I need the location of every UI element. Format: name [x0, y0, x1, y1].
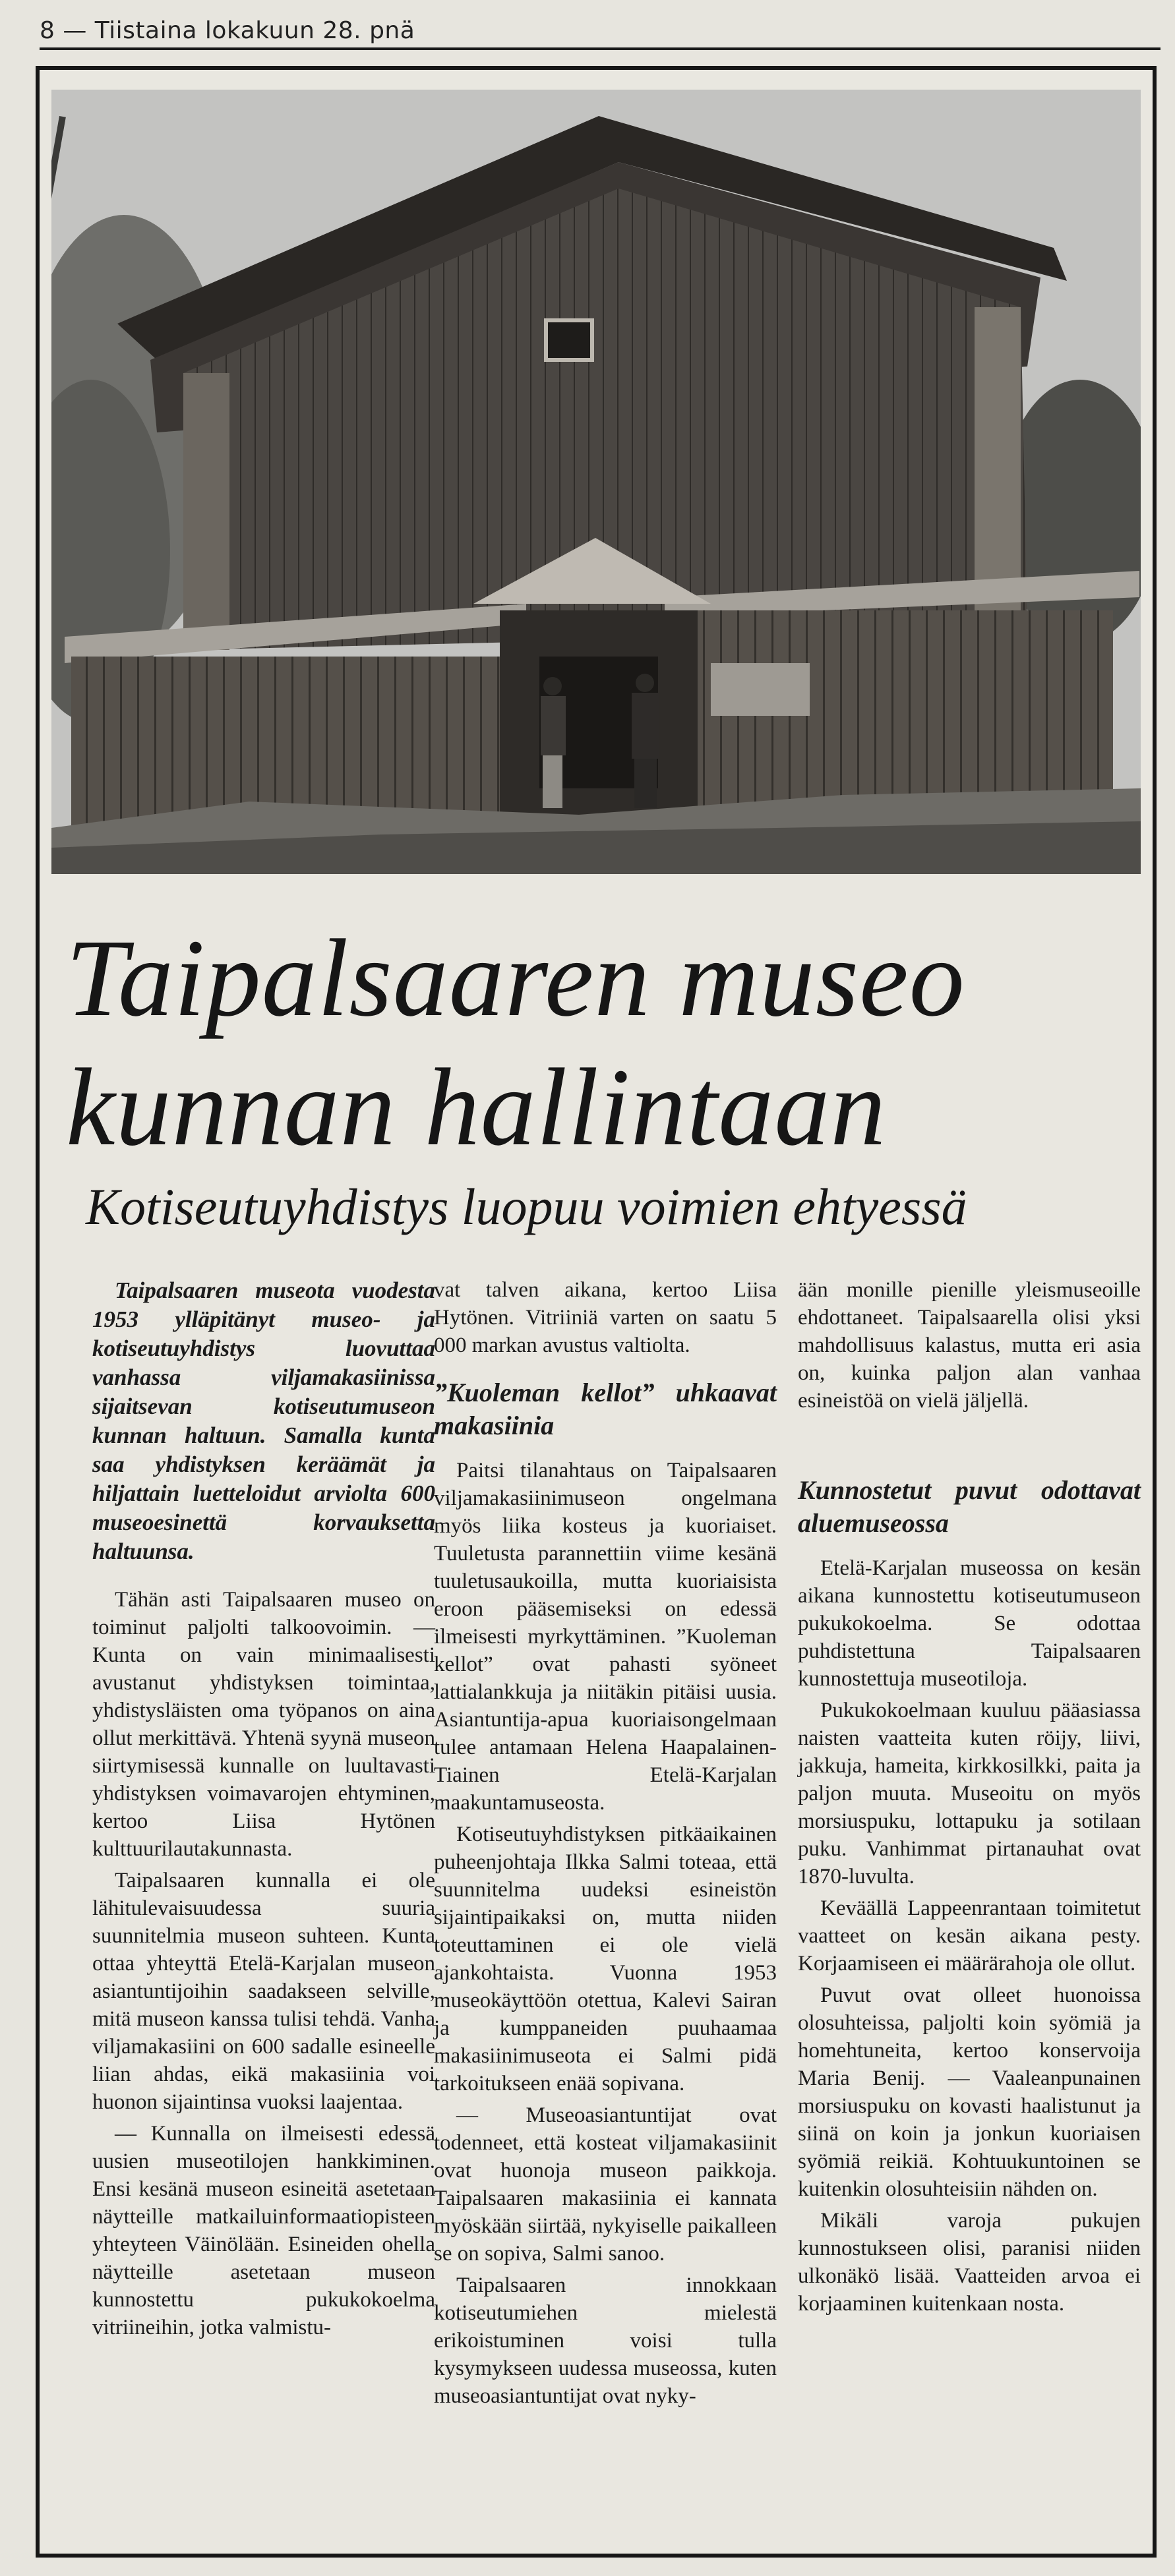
body-paragraph: Taipalsaaren kunnalla ei ole lähitulevaisuudessa suuria suunnitelmia museon suhteen. Kunta ottaa yhteyttä Etelä-Karjalan museon asiantuntijoihin saadakseen selville, mitä museon kanssa tulisi tehdä. Vanha viljamakasiini on 600 sadalle esineelle liian ahdas, eikä makasiinia voi huonon sijaintinsa vuoksi laajentaa.	[92, 1869, 435, 2114]
body-paragraph: Puvut ovat olleet huonoissa olosuhteissa, paljolti koin syömiä ja homehtuneita, kertoo konservoija Maria Benij. — Vaaleanpunainen morsiuspuku on kovasti haalistunut ja siinä on koin ja jonkun kuoriaisen syömiä reikiä. Kohtuukuntoinen se kuitenkin olosuhteisiin nähden on.	[798, 1983, 1141, 2201]
headline: Taipalsaaren museo kunnan hallintaan	[66, 917, 965, 1169]
article-column-3	[798, 1276, 1141, 2322]
article-column-2	[434, 1276, 777, 2414]
section-subheading: ”Kuoleman kellot” uhkaavat makasiinia	[434, 1378, 777, 1440]
museum-building-illustration	[51, 90, 1141, 874]
article-column-1	[92, 1276, 435, 2345]
article-frame	[36, 66, 1157, 2558]
section-subheading: Kunnostetut puvut odottavat aluemuseossa	[798, 1475, 1141, 1538]
body-paragraph: Tähän asti Taipalsaaren museo on toiminut paljolti talkoovoimin. — Kunta on vain minimaalisesti avustanut yhdistyksen toimintaa, yhdistysläisten oma työpanos on aina ollut merkittävä. Yhtenä syynä museon siirtymisessä kunnalle on luultavasti yhdistyksen voimavarojen ehtyminen, kertoo Liisa Hytönen kulttuurilautakunnasta.	[92, 1588, 435, 1861]
body-paragraph: Taipalsaaren innokkaan kotiseutumiehen mielestä erikoistuminen voisi tulla kysymykseen uudessa museossa, kuten museoasiantuntijat ovat nyky-	[434, 2273, 777, 2408]
body-paragraph: Etelä-Karjalan museossa on kesän aikana kunnostettu kotiseutumuseon pukukokoelma. Se odottaa puhdistettuna Taipalsaaren kunnostettuja museotiloja.	[798, 1556, 1141, 1691]
body-paragraph: Pukukokoelmaan kuuluu pääasiassa naisten vaatteita kuten röijy, liivi, jakkuja, hameita, kirkkosilkki, paita ja paljon muuta. Museoitu on myös morsiuspuku, lottapuku ja sotilaan puku. Vanhimmat pirtanauhat ovat 1870-luvulta.	[798, 1699, 1141, 1888]
body-paragraph: — Museoasiantuntijat ovat todenneet, että kosteat viljamakasiinit ovat huonoja museon paikkoja. Taipalsaaren makasiinia ei kannata myöskään siirtää, nykyiselle paikalleen se on sopiva, Salmi sanoo.	[434, 2103, 777, 2266]
body-paragraph: Kotiseutuyhdistyksen pitkäaikainen puheenjohtaja Ilkka Salmi toteaa, että suunnitelma uudeksi esineistön sijaintipaikaksi on, mutta niiden toteuttaminen ei ole vielä ajankohtaista. Vuonna 1953 museokäyttöön otettua, Kalevi Sairan ja kumppaneiden puuhaamaa makasiinimuseota ei Salmi pidä tarkoitukseen enää sopivana.	[434, 1823, 777, 2095]
body-paragraph: — Kunnalla on ilmeisesti edessä uusien museotilojen hankkiminen. Ensi kesänä museon esineitä asetetaan näytteille matkailuinformaatiopisteen yhteyteen Väinölään. Esineiden ohella näytteille asetetaan museon kunnostettu pukukokoelma vitriineihin, jotka valmistu-	[92, 2122, 435, 2339]
page-header: 8 — Tiistaina lokakuun 28. pnä	[40, 17, 415, 44]
header-rule	[40, 47, 1160, 50]
body-paragraph: vat talven aikana, kertoo Liisa Hytönen. Vitriiniä varten on saatu 5 000 markan avustus valtiolta.	[434, 1278, 777, 1357]
subheadline: Kotiseutuyhdistys luopuu voimien ehtyessä	[86, 1178, 967, 1235]
body-paragraph: Keväällä Lappeenrantaan toimitetut vaatteet on kesän aikana pesty. Korjaamiseen ei määrärahoja ole ollut.	[798, 1896, 1141, 1976]
museum-building-photo	[51, 90, 1141, 874]
body-paragraph: Paitsi tilanahtaus on Taipalsaaren viljamakasiinimuseon ongelmana myös liika kosteus ja kuoriaiset. Tuuletusta parannettiin viime kesänä tuuletusaukoilla, mutta kuoriaisista eroon pääsemiseksi on edessä ilmeisesti myrkyttäminen. ”Kuoleman kellot” ovat pahasti syöneet lattialankkuja ja niitäkin pitäisi uusia. Asiantuntija-apua kuoriaisongelmaan tulee antamaan Helena Haapalainen-Tiainen Etelä-Karjalan maakuntamuseosta.	[434, 1459, 777, 1815]
lead-paragraph: Taipalsaaren museota vuodesta 1953 ylläpitänyt museo- ja kotiseutuyhdistys luovuttaa vanhassa viljamakasiinissa sijaitsevan kotiseutumuseon kunnan haltuun. Samalla kunta saa yhdistyksen keräämät ja hiljattain luetteloidut arviolta 600 museoesinettä korvauksetta haltuunsa.	[92, 1277, 435, 1564]
body-paragraph: Mikäli varoja pukujen kunnostukseen olisi, paranisi niiden ulkonäkö lisää. Vaatteiden arvoa ei korjaaminen kuitenkaan nosta.	[798, 2209, 1141, 2316]
body-paragraph: ään monille pienille yleismuseoille ehdottaneet. Taipalsaarella olisi yksi mahdollisuus kalastus, mutta eri asia on, kuinka paljon alan vanhaa esineistöä on vielä jäljellä.	[798, 1278, 1141, 1413]
